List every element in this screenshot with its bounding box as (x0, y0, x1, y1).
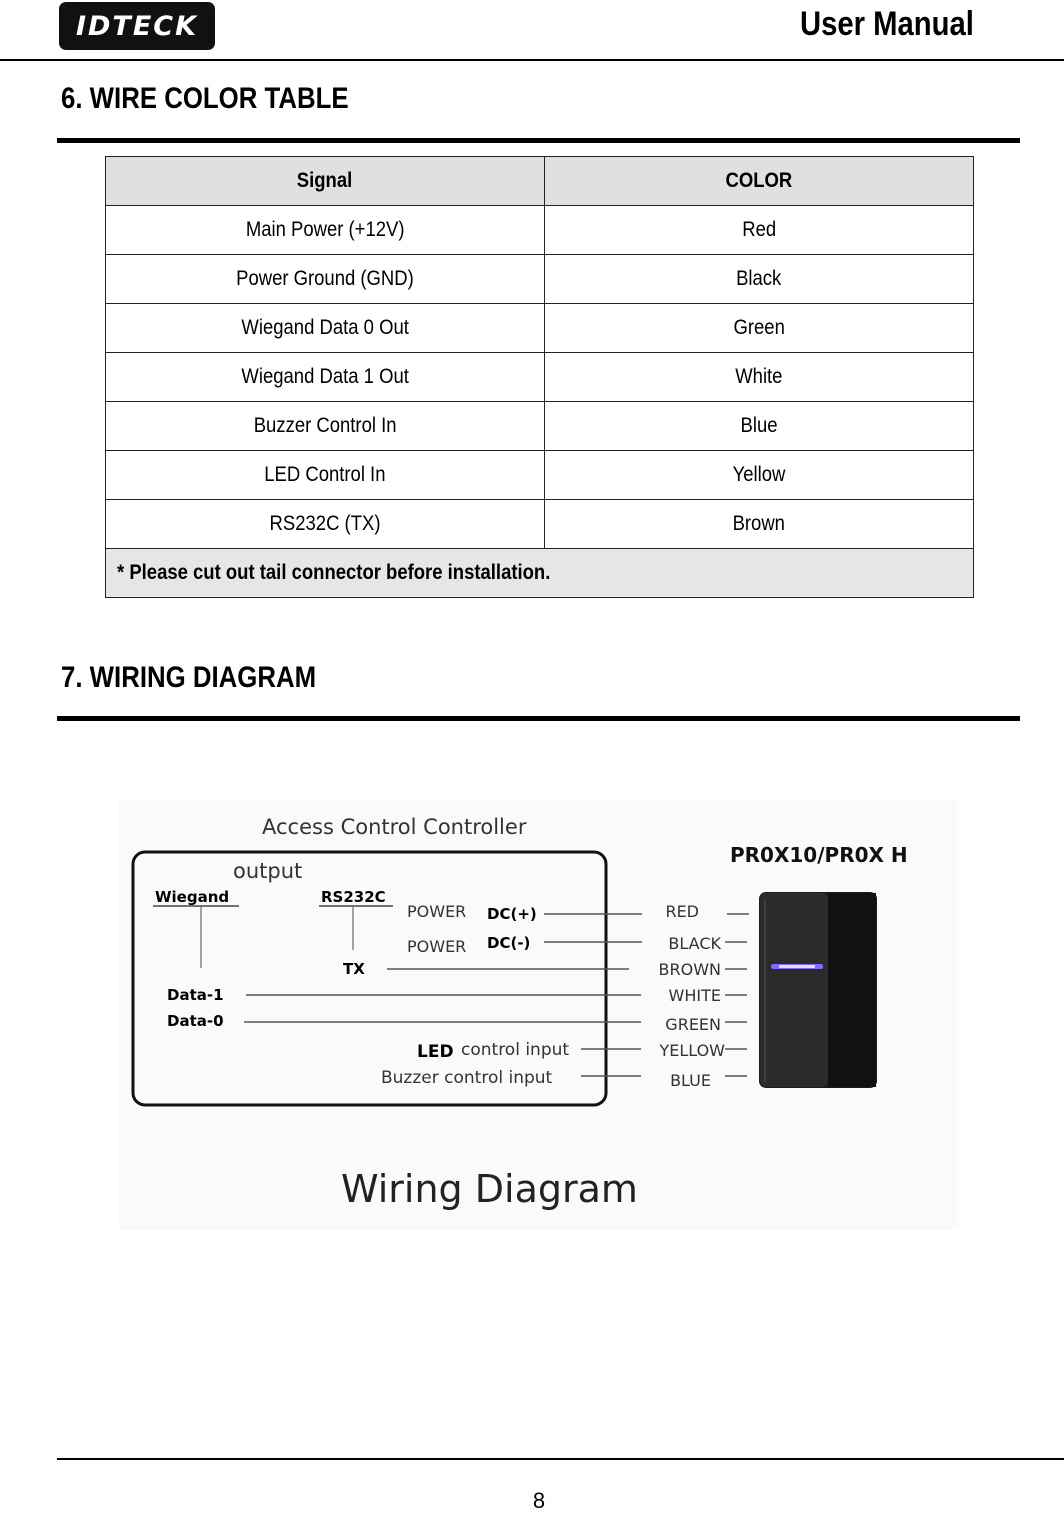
data1-label: Data-1 (167, 986, 224, 1004)
color-cell: Red (544, 206, 973, 255)
color-cell: Green (544, 304, 973, 353)
wire-label: BROWN (658, 960, 721, 979)
signal-cell: Buzzer Control In (106, 402, 545, 451)
wiring-diagram (119, 800, 959, 1230)
column-header-signal: Signal (106, 157, 545, 206)
dc-plus-label: DC(+) (487, 905, 537, 923)
section-rule-7 (57, 716, 1020, 721)
signal-cell: LED Control In (106, 451, 545, 500)
wire-label: BLUE (670, 1071, 711, 1090)
table-note-row (106, 549, 974, 598)
color-cell: Yellow (544, 451, 973, 500)
table-row (106, 500, 974, 549)
color-cell: White (544, 353, 973, 402)
table-row (106, 206, 974, 255)
rs232c-label: RS232C (321, 888, 386, 906)
section-rule-6 (57, 138, 1020, 143)
logo-text: IDTECK (75, 10, 199, 42)
wire-label: BLACK (668, 934, 721, 953)
signal-cell: Wiegand Data 0 Out (106, 304, 545, 353)
wire-label: GREEN (665, 1015, 721, 1034)
section-title-wire-color-table: 6. WIRE COLOR TABLE (61, 82, 349, 115)
color-cell: Black (544, 255, 973, 304)
header-rule (0, 59, 1064, 61)
color-cell: Brown (544, 500, 973, 549)
installation-note: * Please cut out tail connector before installation. (106, 549, 974, 598)
power-label-2: POWER (407, 937, 467, 956)
controller-title: Access Control Controller (262, 815, 527, 839)
manual-title: User Manual (800, 5, 974, 43)
reader-model-label: PR0X10/PR0X H (730, 843, 908, 867)
signal-cell: RS232C (TX) (106, 500, 545, 549)
table-row (106, 402, 974, 451)
page-number: 8 (532, 1488, 546, 1513)
wire-label: WHITE (668, 986, 721, 1005)
output-label: output (233, 859, 303, 883)
signal-cell: Main Power (+12V) (106, 206, 545, 255)
wire-label: RED (665, 902, 699, 921)
table-row (106, 255, 974, 304)
wire-color-table (105, 156, 974, 598)
wire-label: YELLOW (659, 1041, 725, 1060)
table-row (106, 353, 974, 402)
tx-label: TX (343, 960, 365, 978)
idteck-logo (59, 2, 215, 50)
table-row (106, 304, 974, 353)
led-control-label: control input (461, 1040, 570, 1060)
signal-cell: Wiegand Data 1 Out (106, 353, 545, 402)
power-label-1: POWER (407, 902, 467, 921)
diagram-caption: Wiring Diagram (341, 1167, 638, 1211)
led-label: LED (417, 1042, 454, 1062)
signal-cell: Power Ground (GND) (106, 255, 545, 304)
wiegand-label: Wiegand (155, 888, 230, 906)
wiring-diagram-figure (119, 800, 959, 1230)
table-row (106, 451, 974, 500)
table-header-row (106, 157, 974, 206)
footer-rule (57, 1458, 1064, 1460)
column-header-color: COLOR (544, 157, 973, 206)
section-title-wiring-diagram: 7. WIRING DIAGRAM (61, 661, 317, 694)
data0-label: Data-0 (167, 1012, 224, 1030)
proximity-reader-image (759, 892, 877, 1088)
color-cell: Blue (544, 402, 973, 451)
buzzer-control-label: Buzzer control input (381, 1068, 553, 1088)
dc-minus-label: DC(-) (487, 934, 531, 952)
